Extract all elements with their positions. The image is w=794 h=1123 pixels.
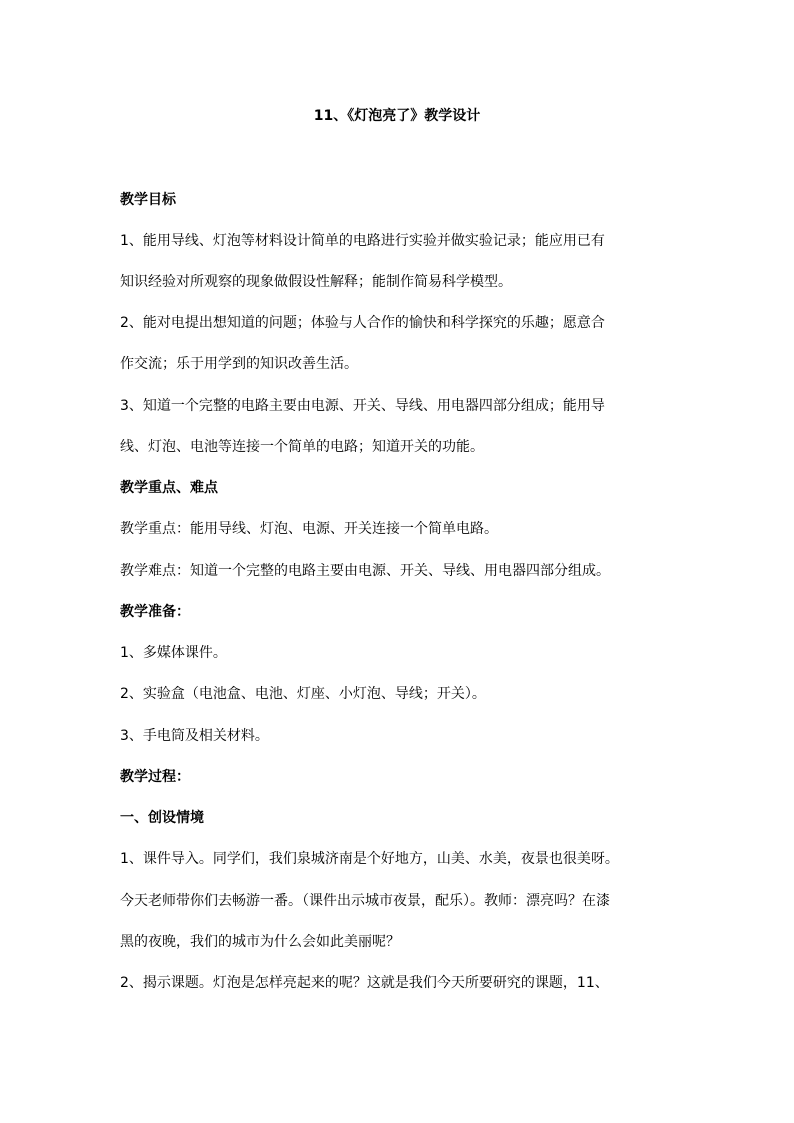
paragraph-line: 教学难点：知道一个完整的电路主要由电源、开关、导线、用电器四部分组成。 [120,563,610,579]
document-title: 11、《灯泡亮了》教学设计 [313,108,481,124]
paragraph-line: 3、知道一个完整的电路主要由电源、开关、导线、用电器四部分组成；能用导 [120,398,605,414]
paragraph-line: 线、灯泡、电池等连接一个简单的电路；知道开关的功能。 [120,439,484,455]
section-heading-process: 教学过程： [120,769,190,785]
section-heading-objectives: 教学目标 [120,192,176,208]
section-heading-key-points: 教学重点、难点 [120,480,218,496]
list-item: 2、实验盒（电池盒、电池、灯座、小灯泡、导线；开关）。 [120,686,486,702]
paragraph-line: 2、揭示课题。灯泡是怎样亮起来的呢？这就是我们今天所要研究的课题，11、 [120,975,609,991]
subsection-heading: 一、创设情境 [120,810,204,826]
list-item: 1、多媒体课件。 [120,645,227,661]
paragraph-line: 今天老师带你们去畅游一番。（课件出示城市夜景，配乐）。教师：漂亮吗？在漆 [120,893,610,909]
paragraph-line: 作交流；乐于用学到的知识改善生活。 [120,356,358,372]
paragraph-line: 知识经验对所观察的现象做假设性解释；能制作简易科学模型。 [120,274,512,290]
section-heading-preparation: 教学准备： [120,604,190,620]
paragraph-line: 2、能对电提出想知道的问题；体验与人合作的愉快和科学探究的乐趣；愿意合 [120,315,605,331]
paragraph-line: 教学重点：能用导线、灯泡、电源、开关连接一个简单电路。 [120,521,498,537]
list-item: 3、手电筒及相关材料。 [120,728,269,744]
paragraph-line: 1、能用导线、灯泡等材料设计简单的电路进行实验并做实验记录；能应用已有 [120,233,605,249]
paragraph-line: 黑的夜晚，我们的城市为什么会如此美丽呢？ [120,934,400,950]
paragraph-line: 1、课件导入。同学们，我们泉城济南是个好地方，山美、水美，夜景也很美呀。 [120,851,619,867]
